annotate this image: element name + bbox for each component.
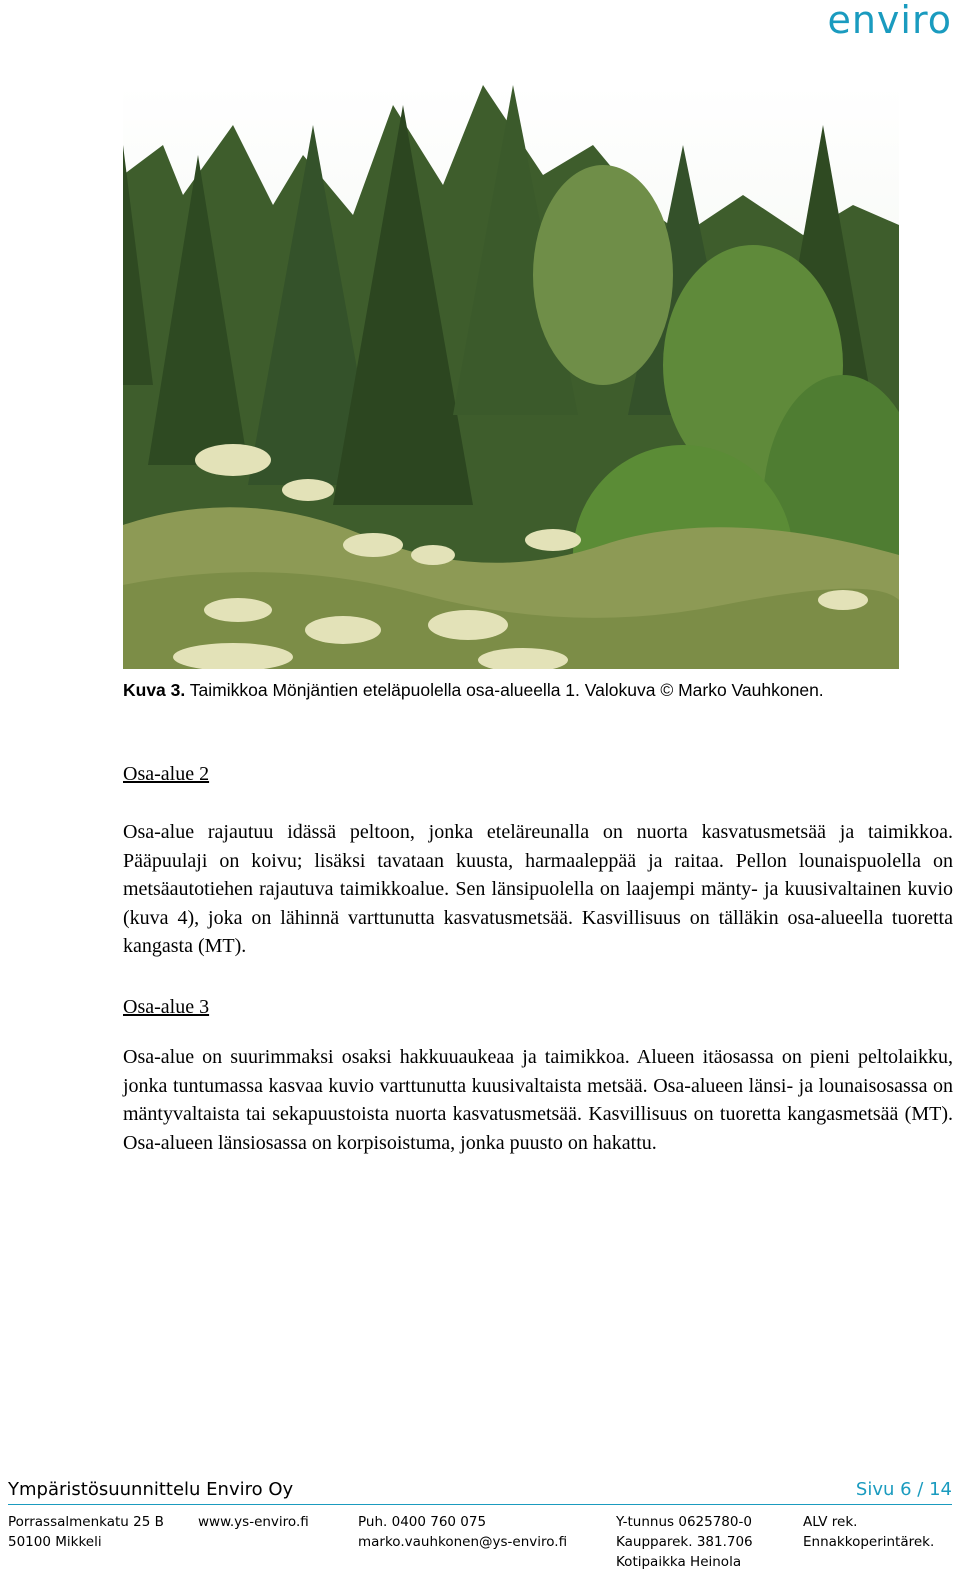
footer-email-link[interactable]: marko.vauhkonen@ys-enviro.fi	[358, 1534, 568, 1550]
footer-domicile: Kotipaikka Heinola	[616, 1554, 742, 1570]
figure-caption-text: Taimikkoa Mönjäntien eteläpuolella osa-alueella 1. Valokuva © Marko Vauhkonen.	[189, 680, 824, 700]
footer-prepayment-register: Ennakkoperintärek.	[803, 1534, 935, 1550]
figure-caption	[123, 680, 824, 701]
footer-vat-register: ALV rek.	[803, 1514, 858, 1530]
footer-address	[8, 1512, 164, 1552]
footer-contact	[358, 1512, 567, 1552]
footer-city: 50100 Mikkeli	[8, 1534, 102, 1550]
footer-phone: Puh. 0400 760 075	[358, 1514, 487, 1530]
forest-photo	[123, 85, 899, 669]
page-number: Sivu 6 / 14	[855, 1479, 952, 1500]
footer-registration	[616, 1512, 753, 1572]
footer-website[interactable]	[198, 1512, 309, 1532]
figure-caption-label: Kuva 3.	[123, 680, 186, 700]
section-body-osa-alue-3: Osa-alue on suurimmaksi osaksi hakkuuaukeaa ja taimikkoa. Alueen itäosassa on pieni peltolaikku, jonka tuntumassa kasvaa kuvio varttunutta kuusivaltaista metsää. Osa-alueen länsi- ja lounaisosassa on mäntyvaltaista tai sekapuustoista nuorta kasvatusmetsää. Kasvillisuus on tuoretta kangasmetsää (MT). Osa-alueen länsiosassa on korpisoistuma, jonka puusto on hakattu.	[123, 1046, 953, 1154]
enviro-logo: enviro	[827, 0, 952, 42]
forest-photo-illustration	[123, 85, 899, 669]
footer-title-bar	[8, 1478, 952, 1505]
section-body-osa-alue-2: Osa-alue rajautuu idässä peltoon, jonka eteläreunalla on nuorta kasvatusmetsää ja taimikkoa. Pääpuulaji on koivu; lisäksi tavataan kuusta, harmaaleppää ja raitaa. Pellon lounaispuolella on metsäautotiehen rajautuva taimikkoalue. Sen länsipuolella on laajempi mänty- ja kuusivaltainen kuvio (kuva 4), joka on lähinnä varttunutta kasvatusmetsää. Kasvillisuus on tälläkin osa-alueella tuoretta kangasta (MT).	[123, 821, 953, 957]
section-heading-osa-alue-2: Osa-alue 2	[123, 763, 210, 785]
footer-website-link[interactable]: www.ys-enviro.fi	[198, 1514, 309, 1530]
footer-business-id: Y-tunnus 0625780-0	[616, 1514, 752, 1530]
footer-trade-register: Kaupparek. 381.706	[616, 1534, 753, 1550]
footer-company: Ympäristösuunnittelu Enviro Oy	[8, 1479, 294, 1500]
section-heading-osa-alue-3: Osa-alue 3	[123, 996, 210, 1018]
footer-tax	[803, 1512, 934, 1552]
footer-street: Porrassalmenkatu 25 B	[8, 1514, 164, 1530]
